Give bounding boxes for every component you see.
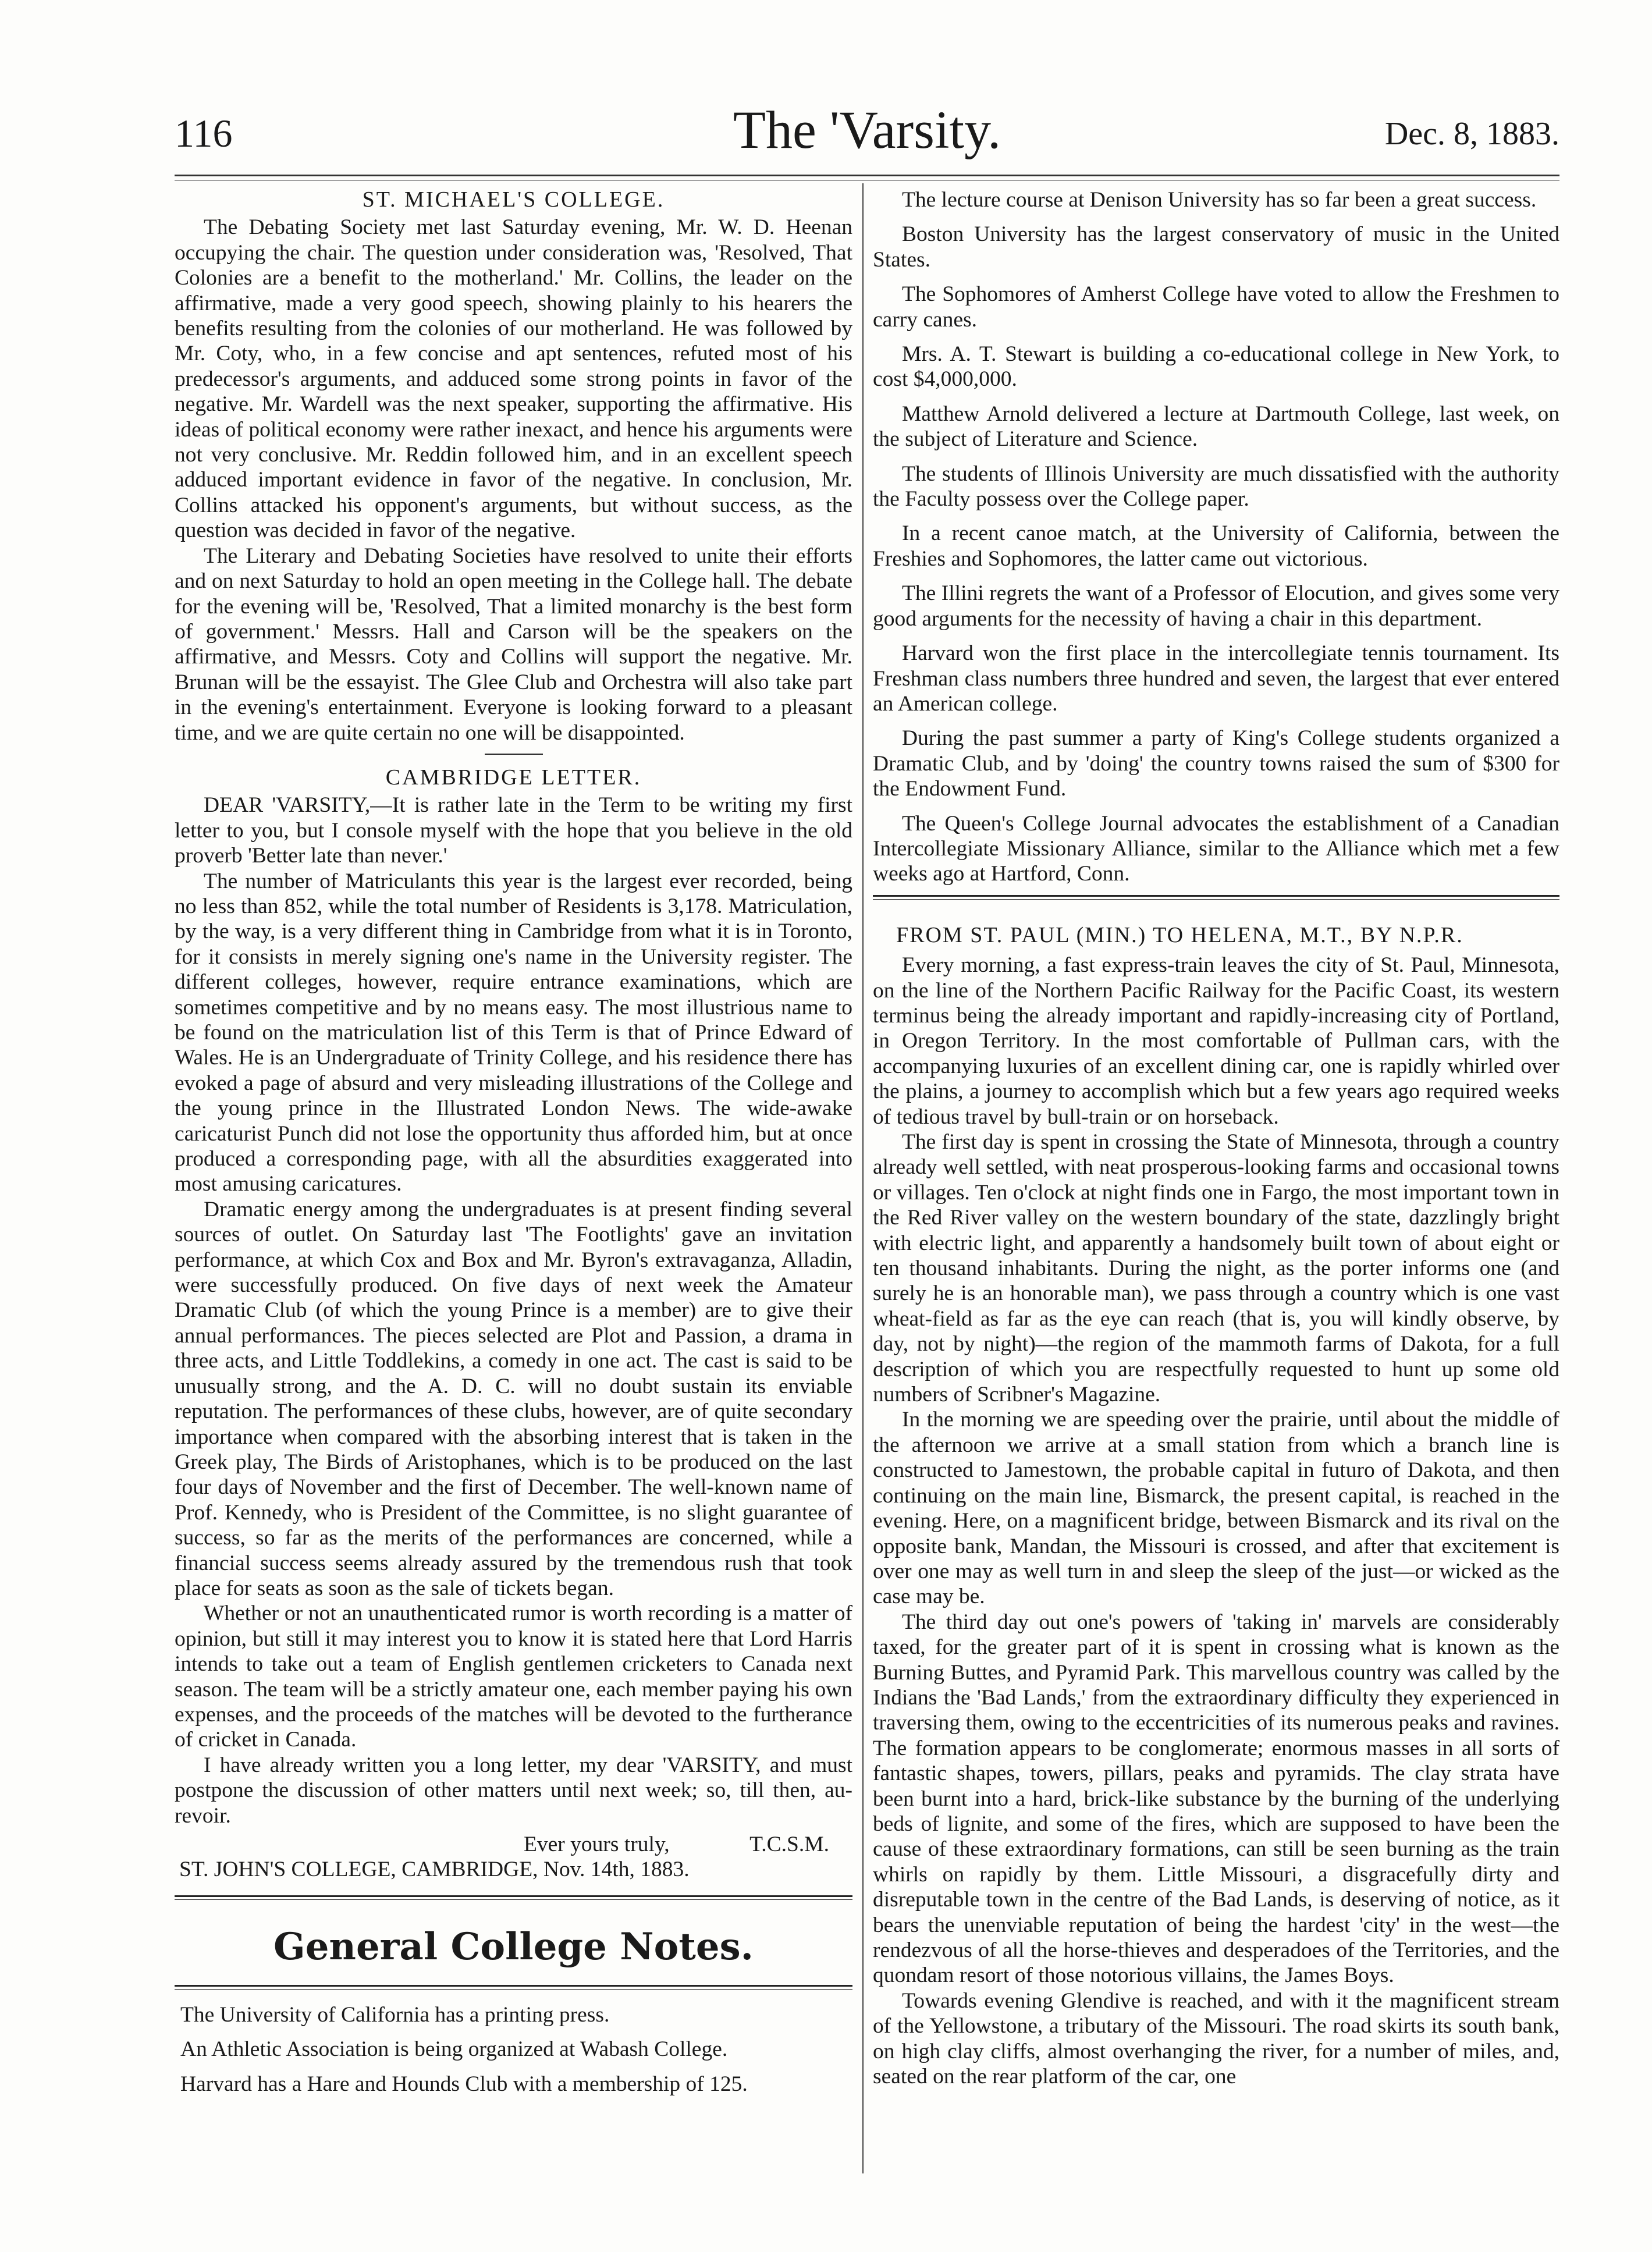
note-item: The University of California has a printing press. [180,2002,610,2027]
article-paragraph: In the morning we are speeding over the prairie, until about the middle of the afternoon we arrive at a small station from which a branch line is constructed to Jamestown, the probable capital in futuro of Dakota, and then continuing on the main line, Bismarck, the present capital, is reached in the evening. Here, on a magnificent bridge, between Bismarck and its rival on the opposite bank, Mandan, the Missouri is crossed, and after that excitement is over one may as well turn in and sleep the sleep of the just—or wicked as the case may be. [873,1408,1559,1609]
section-separator [485,754,543,755]
section-rule [175,1895,852,1900]
note-item: During the past summer a party of King's College students organized a Dramatic Club, and by 'doing' the country towns raised the sum of $300 for the Endowment Fund. [873,726,1559,801]
note-item: Mrs. A. T. Stewart is building a co-educational college in New York, to cost $4,000,000. [873,342,1559,392]
newspaper-title: The 'Varsity. [733,100,1001,159]
note-item: Harvard won the first place in the intercollegiate tennis tournament. Its Freshman class numbers three hundred and seven, the largest that ever entered an American college. [873,641,1559,716]
note-item: An Athletic Association is being organized at Wabash College. [180,2037,728,2062]
column-divider [862,183,864,2173]
left-column [175,187,852,2097]
college-notes-continued [873,187,1559,887]
section-rule [175,1985,852,1990]
helena-heading: FROM ST. PAUL (MIN.) TO HELENA, M.T., BY N.P.R. [896,922,1463,947]
article-paragraph: The first day is spent in crossing the State of Minnesota, through a country already well settled, with neat prosperous-looking farms and occasional towns or villages. Ten o'clock at night finds one in Fargo, the most important town in the Red River valley on the western boundary of the state, dazzlingly bright with electric light, and apparently a handsomely built town of about eight or ten thousand inhabitants. During the night, as the porter informs one (and surely he is an honorable man), we pass through a country which is one vast wheat-field as far as the eye can reach (that is, you will kindly observe, by day, not by night)—the region of the mammoth farms of Dakota, for a full description of which you are respectfully requested to hunt up some old numbers of Scribner's Magazine. [873,1130,1559,1407]
page-number: 116 [175,111,233,155]
note-item: In a recent canoe match, at the University of California, between the Freshies and Sophomores, the latter came out victorious. [873,521,1559,571]
header-rule-thin [175,180,1559,181]
article-paragraph: Towards evening Glendive is reached, and with it the magnificent stream of the Yellowstone, a tributary of the Missouri. The road skirts its south bank, on high clay cliffs, almost overhanging the river, for a number of miles, and, seated on the rear platform of the car, one [873,1988,1559,2089]
article-paragraph: The third day out one's powers of 'taking in' marvels are considerably taxed, for the greater part of it is spent in crossing what is known as the Burning Buttes, and Pyramid Park. This marvellous country was called by the Indians the 'Bad Lands,' from the extraordinary difficulty they experienced in traversing them, owing to the eccentricities of its numerous peaks and ravines. The formation appears to be conglomerate; enormous masses in all sorts of fantastic shapes, towers, pillars, peaks and pyramids. The clay strata have been burnt into a hard, brick-like substance by the burning of the underlying beds of lignite, and some of the fires, which are supposed to have been the cause of these extraordinary formations, can still be seen burning as the train whirls on rapidly by them. Little Missouri, a disgracefully dirty and disreputable town in the centre of the Bad Lands, is deserving of notice, as it bears the unenviable reputation of being the hardest 'city' in the west—the rendezvous of all the horse-thieves and desperadoes of the Territories, and the quondam resort of those notorious villains, the James Boys. [873,1610,1559,1988]
issue-date: Dec. 8, 1883. [1384,116,1559,152]
letter-signature [175,1832,852,1882]
article-paragraph: The Literary and Debating Societies have resolved to unite their efforts and on next Saturday to hold an open meeting in the College hall. The debate for the evening will be, 'Resolved, That a limited monarchy is the best form of government.' Messrs. Hall and Carson will be the speakers on the affirmative, and Messrs. Coty and Collins will support the negative. Mr. Brunan will be the essayist. The Glee Club and Orchestra will also take part in the evening's entertainment. Everyone is looking forward to a pleasant time, and we are quite certain no one will be disappointed. [175,544,852,745]
article-paragraph: I have already written you a long letter, my dear 'VARSITY, and must postpone the discussion of other matters until next week; so, till then, au-revoir. [175,1753,852,1828]
article-paragraph: The Debating Society met last Saturday evening, Mr. W. D. Heenan occupying the chair. The question under consideration was, 'Resolved, That Colonies are a benefit to the motherland.' Mr. Collins, the leader on the affirmative, made a very good speech, showing plainly to his hearers the benefits resulting from the colonies of our motherland. He was followed by Mr. Coty, who, in a few concise and apt sentences, refuted most of his predecessor's arguments, and adduced some strong points in favor of the negative. Mr. Wardell was the next speaker, supporting the affirmative. His ideas of political economy were rather inexact, and hence his arguments were not very conclusive. Mr. Reddin followed him, and in an excellent speech adduced important evidence in favor of the negative. In conclusion, Mr. Collins attacked his opponent's arguments, but without success, as the question was decided in favor of the negative. [175,215,852,543]
article-paragraph: Every morning, a fast express-train leaves the city of St. Paul, Minnesota, on the line of the Northern Pacific Railway for the Pacific Coast, its western terminus being the already important and rapidly-increasing city of Portland, in Oregon Territory. In the most comfortable of Pullman cars, with the accompanying luxuries of an excellent dining car, one is rapidly whirled over the plains, a journey to accomplish which but a few years ago required weeks of tedious travel by bull-train or on horseback. [873,953,1559,1129]
st-michaels-heading: ST. MICHAEL'S COLLEGE. [362,187,665,212]
general-college-notes-heading: General College Notes. [273,1924,754,1969]
initials: T.C.S.M. [749,1832,829,1856]
note-item: The Queen's College Journal advocates the establishment of a Canadian Intercollegiate Missionary Alliance, similar to the Alliance which met a few weeks ago at Hartford, Conn. [873,811,1559,886]
header-rule [175,175,1559,176]
right-column [873,187,1559,2089]
note-item: The lecture course at Denison University has so far been a great success. [902,188,1537,212]
note-item: The Illini regrets the want of a Professor of Elocution, and gives some very good arguments for the necessity of having a chair in this department. [873,581,1559,631]
article-paragraph: Dramatic energy among the undergraduates is at present finding several sources of outlet. On Saturday last 'The Footlights' gave an invitation performance, at which Cox and Box and Mr. Byron's extravaganza, Alladin, were successfully produced. On five days of next week the Amateur Dramatic Club (of which the young Prince is a member) are to give their annual performances. The pieces selected are Plot and Passion, a drama in three acts, and Little Toddlekins, a comedy in one act. The cast is said to be unusually strong, and the A. D. C. will no doubt sustain its enviable reputation. The performances of these clubs, however, are of quite secondary importance when compared with the absorbing interest that is taken in the Greek play, The Birds of Aristophanes, which is to be produced on the last four days of November and the first of December. The well-known name of Prof. Kennedy, who is President of the Committee, is no slight guarantee of success, so far as the merits of the performances are concerned, while a financial success seems already assured by the tremendous rush that took place for seats as soon as the sale of tickets began. [175,1197,852,1600]
college-notes-list [175,2002,852,2097]
closing: Ever yours truly, [524,1832,670,1856]
note-item: The Sophomores of Amherst College have voted to allow the Freshmen to carry canes. [873,282,1559,332]
section-rule [873,895,1559,900]
masthead [175,99,1559,169]
note-item: Matthew Arnold delivered a lecture at Dartmouth College, last week, on the subject of Literature and Science. [873,402,1559,452]
article-paragraph: The number of Matriculants this year is the largest ever recorded, being no less than 852, while the total number of Residents is 3,178. Matriculation, by the way, is a very different thing in Cambridge from what it is in Toronto, for it consists in merely signing one's name in the University register. The different colleges, however, require entrance examinations, which are sometimes competitive and by no means easy. The most illustrious name to be found on the matriculation list of this Term is that of Prince Edward of Wales. He is an Undergraduate of Trinity College, and his residence there has evoked a page of absurd and very misleading illustrations of the College and the young prince in the Illustrated London News. The wide-awake caricaturist Punch did not lose the opportunity thus afforded him, but at once produced a corresponding page, with all the absurdities exaggerated into most amusing caricatures. [175,869,852,1196]
article-paragraph: Whether or not an unauthenticated rumor is worth recording is a matter of opinion, but still it may interest you to know it is stated here that Lord Harris intends to take out a team of English gentlemen cricketers to Canada next season. The team will be a strictly amateur one, each member paying his own expenses, and the proceeds of the matches will be devoted to the furtherance of cricket in Canada. [175,1601,852,1752]
dateline: ST. JOHN'S COLLEGE, CAMBRIDGE, Nov. 14th, 1883. [179,1857,690,1882]
note-item: The students of Illinois University are much dissatisfied with the authority the Faculty possess over the College paper. [873,461,1559,512]
cambridge-heading: CAMBRIDGE LETTER. [385,765,642,790]
note-item: Harvard has a Hare and Hounds Club with a membership of 125. [180,2072,748,2096]
article-paragraph: DEAR 'VARSITY,—It is rather late in the Term to be writing my first letter to you, but I console myself with the hope that you believe in the old proverb 'Better late than never.' [175,793,852,868]
note-item: Boston University has the largest conservatory of music in the United States. [873,222,1559,272]
